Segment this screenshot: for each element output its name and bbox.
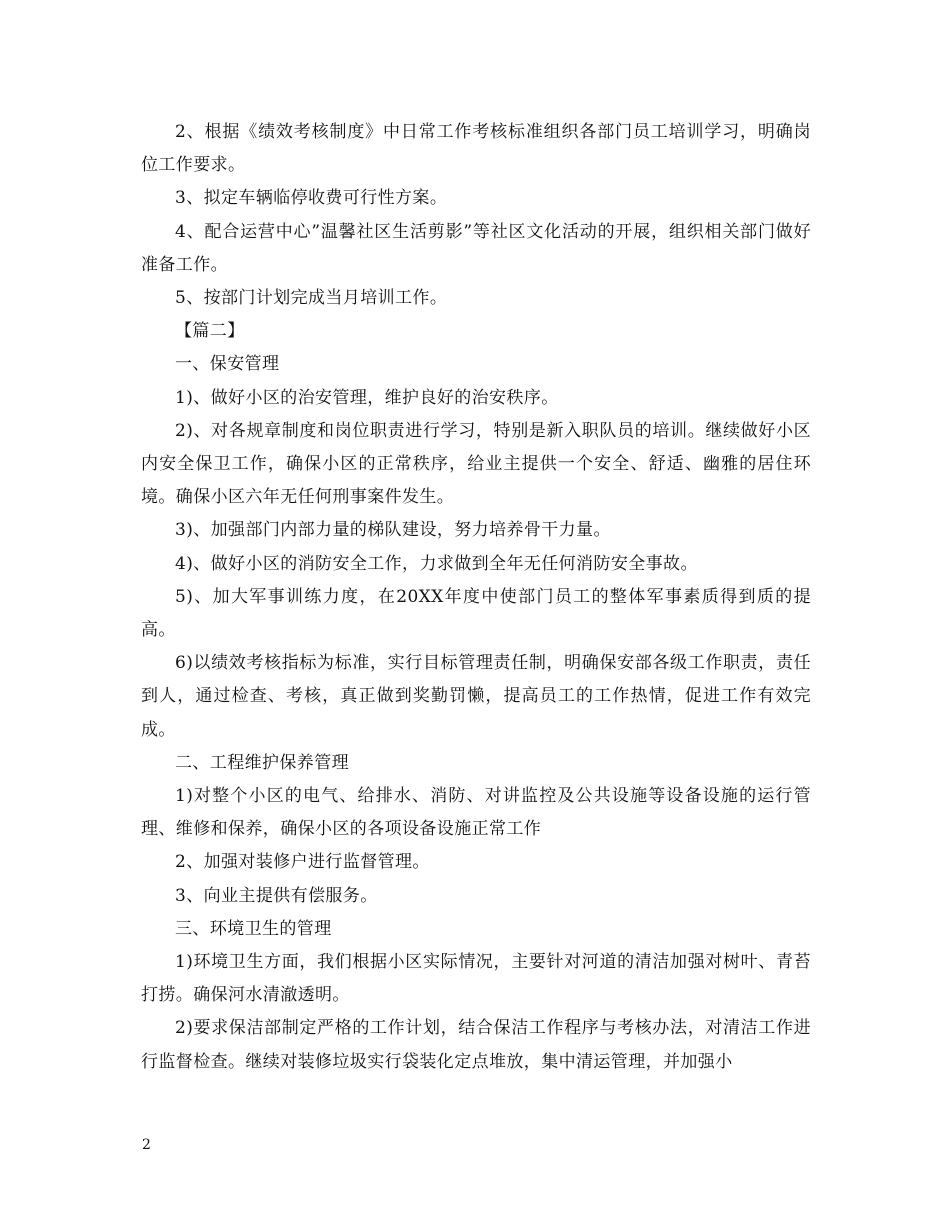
paragraph-14: 1)对整个小区的电气、给排水、消防、对讲监控及公共设施等设备设施的运行管理、维修和保养，确保小区的各项设备设施正常工作 [141,786,811,840]
page-number: 2 [142,1137,151,1153]
paragraph-2: 3、拟定车辆临停收费可行性方案。 [175,188,448,209]
paragraph-18: 1)环境卫生方面，我们根据小区实际情况，主要针对河道的清洁加强对树叶、青苔打捞。确保河水清澈透明。 [141,952,811,1006]
paragraph-16: 3、向业主提供有偿服务。 [175,885,378,906]
paragraph-3: 4、配合运营中心”温馨社区生活剪影”等社区文化活动的开展，组织相关部门做好准备工作。 [141,221,811,275]
paragraph-8: 2)、对各规章制度和岗位职责进行学习，特别是新入职队员的培训。继续做好小区内安全保卫工作，确保小区的正常秩序，给业主提供一个安全、舒适、幽雅的居住环境。确保小区六年无任何刑事案件发生。 [141,420,811,508]
section-heading-part-two: 【篇二】 [175,321,245,342]
paragraph-7: 1)、做好小区的治安管理，维护良好的治安秩序。 [175,387,559,408]
heading-environment-hygiene: 三、环境卫生的管理 [175,918,332,939]
paragraph-15: 2、加强对装修户进行监督管理。 [175,852,430,873]
paragraph-4: 5、按部门计划完成当月培训工作。 [175,288,448,309]
paragraph-12: 6)以绩效考核指标为标准，实行目标管理责任制，明确保安部各级工作职责，责任到人，通过检查、考核，真正做到奖勤罚懒，提高员工的工作热情，促进工作有效完成。 [141,653,811,740]
paragraph-10: 4)、做好小区的消防安全工作，力求做到全年无任何消防安全事故。 [175,553,698,574]
paragraph-1: 2、根据《绩效考核制度》中日常工作考核标准组织各部门员工培训学习，明确岗位工作要求。 [141,122,811,176]
heading-engineering-maintenance: 二、工程维护保养管理 [175,752,349,773]
paragraph-9: 3)、加强部门内部力量的梯队建设，努力培养骨干力量。 [175,520,611,541]
heading-security-management: 一、保安管理 [175,354,280,375]
document-body [141,116,811,1079]
paragraph-19: 2)要求保洁部制定严格的工作计划，结合保洁工作程序与考核办法，对清洁工作进行监督检查。继续对装修垃圾实行袋装化定点堆放，集中清运管理，并加强小 [141,1018,811,1072]
paragraph-11: 5)、加大军事训练力度，在20XX年度中使部门员工的整体军事素质得到质的提高。 [141,586,811,641]
